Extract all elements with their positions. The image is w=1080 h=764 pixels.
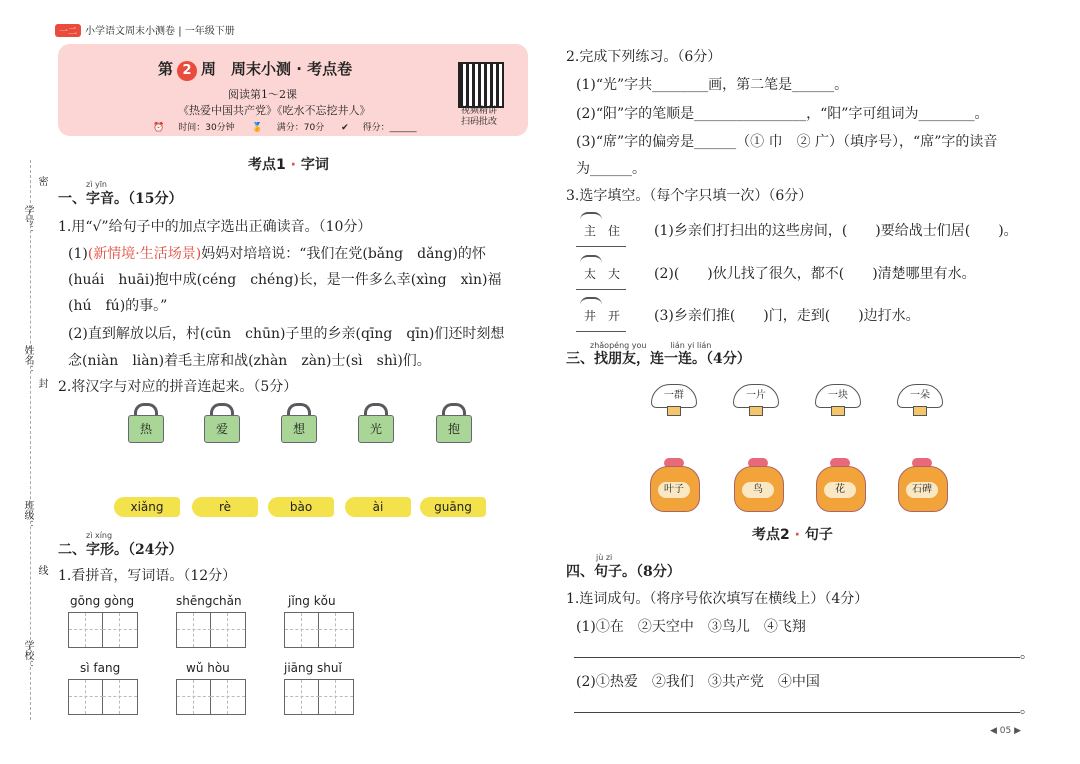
grid-pinyin: jiāng shuǐ bbox=[284, 661, 342, 675]
lock-card[interactable] bbox=[204, 403, 238, 443]
title-prefix: 第 bbox=[158, 60, 174, 78]
jar-card[interactable] bbox=[816, 458, 864, 510]
jar-noun: 石碑 bbox=[906, 482, 938, 498]
pinyin-key[interactable]: bào bbox=[268, 497, 334, 517]
writing-grid[interactable] bbox=[176, 612, 246, 648]
lesson-titles: 《热爱中国共产党》《吃水不忘挖井人》 bbox=[178, 104, 371, 117]
full-score: 满分：70分 bbox=[276, 123, 325, 133]
page-num-value: 05 bbox=[999, 726, 1012, 736]
student-id-label: 学号： bbox=[22, 205, 33, 235]
measure-word: 一块 bbox=[815, 384, 861, 408]
qr-label bbox=[453, 106, 505, 128]
fill-sentence-2[interactable]: (2)( )伙儿找了很久，都不( )清楚哪里有水。 bbox=[654, 266, 976, 282]
grid-pinyin: wǔ hòu bbox=[186, 661, 230, 675]
title-suffix: 周 周末小测 · 考点卷 bbox=[201, 60, 353, 78]
measure-word: 一朵 bbox=[897, 384, 943, 408]
word-pair-card bbox=[576, 255, 626, 293]
question-1-1: 1.用“√”给句子中的加点字选出正确读音。（10分） bbox=[58, 219, 372, 235]
lock-card[interactable] bbox=[436, 403, 470, 443]
measure-word: 一群 bbox=[651, 384, 697, 408]
measure-word: 一片 bbox=[733, 384, 779, 408]
grid-pinyin: jǐng kǒu bbox=[288, 594, 336, 608]
pinyin-key[interactable]: ài bbox=[345, 497, 411, 517]
pinyin-annotation: zhǎopéng you lián yi lián bbox=[590, 341, 712, 350]
grid-pinyin: sì fang bbox=[80, 661, 121, 675]
pinyin-key[interactable]: xiǎng bbox=[114, 497, 180, 517]
section-name: 字词 bbox=[300, 157, 329, 173]
page-number: ◀ 05 ▶ bbox=[990, 726, 1022, 736]
lock-char: 想 bbox=[281, 415, 317, 443]
line-text: 妈妈对培培说：“我们在党(bǎng dǎng)的怀 bbox=[201, 246, 486, 262]
word-pair-card bbox=[576, 212, 626, 250]
mushroom-card[interactable] bbox=[897, 384, 941, 414]
question-1-line2: (huái huāi)抱中成(céng chéng)长，是一件多么幸(xìng xìn)福 bbox=[68, 272, 502, 288]
seal-mark-1: 密 bbox=[36, 176, 47, 186]
section-label: 考点2 bbox=[752, 527, 790, 543]
name-label: 姓名： bbox=[22, 345, 33, 375]
pinyin-annotation: zì xíng bbox=[86, 531, 113, 540]
exercise-line-3[interactable]: (3)“席”字的偏旁是______（① 巾 ② 广）（填序号），“席”字的读音 bbox=[576, 134, 998, 150]
word-order-2: (2)①热爱 ②我们 ③共产党 ④中国 bbox=[576, 674, 820, 690]
answer-line[interactable] bbox=[574, 657, 1020, 658]
question-title-1: 一、字音。（15分） bbox=[58, 191, 183, 207]
jar-noun: 鸟 bbox=[742, 482, 774, 498]
word-pair-card bbox=[576, 297, 626, 335]
score-field[interactable]: 得分：______ bbox=[362, 123, 417, 133]
week-number: 2 bbox=[177, 61, 197, 81]
exercise-line-4[interactable]: 为______。 bbox=[576, 161, 646, 177]
mushroom-card[interactable] bbox=[815, 384, 859, 414]
question-title-2: 二、字形。（24分） bbox=[58, 542, 183, 558]
pinyin-key[interactable]: guāng bbox=[420, 497, 486, 517]
question-1-line1 bbox=[68, 245, 486, 263]
school-label: 学校： bbox=[22, 640, 33, 670]
qr-code-icon[interactable] bbox=[458, 62, 504, 108]
jar-noun: 叶子 bbox=[658, 482, 690, 498]
line-number: (1) bbox=[68, 246, 88, 262]
word-pair: 主 住 bbox=[584, 224, 621, 238]
exercise-line-2[interactable]: (2)“阳”字的笔顺是________________，“阳”字可组词为________。 bbox=[576, 106, 989, 122]
reading-scope: 阅读第1～2课 bbox=[228, 88, 297, 101]
section-name: 句子 bbox=[804, 527, 833, 543]
lock-card[interactable] bbox=[358, 403, 392, 443]
mushroom-card[interactable] bbox=[651, 384, 695, 414]
question-1-line5: 念(niàn liàn)着毛主席和战(zhàn zàn)士(sì shì)们。 bbox=[68, 353, 431, 369]
series-tag: 一二 bbox=[55, 24, 81, 37]
time-limit: 时间：30分钟 bbox=[178, 123, 235, 133]
section-heading-sentences: 考点2 · 句子 bbox=[752, 527, 833, 543]
lock-card[interactable] bbox=[281, 403, 315, 443]
medal-icon: 🏅 bbox=[251, 123, 263, 133]
lock-char: 爱 bbox=[204, 415, 240, 443]
word-pair: 太 大 bbox=[584, 267, 621, 281]
pinyin-key[interactable]: rè bbox=[192, 497, 258, 517]
writing-grid[interactable] bbox=[176, 679, 246, 715]
period-mark: 。 bbox=[1020, 646, 1034, 662]
lock-card[interactable] bbox=[128, 403, 162, 443]
writing-grid[interactable] bbox=[284, 612, 354, 648]
word-order-1: (1)①在 ②天空中 ③鸟儿 ④飞翔 bbox=[576, 619, 806, 635]
seal-mark-3: 线 bbox=[36, 565, 47, 575]
jar-card[interactable] bbox=[650, 458, 698, 510]
lock-char: 热 bbox=[128, 415, 164, 443]
section-heading-words: 考点1 · 字词 bbox=[248, 157, 329, 173]
question-1-2: 2.将汉字与对应的拼音连起来。（5分） bbox=[58, 379, 298, 395]
title-banner bbox=[58, 44, 528, 136]
jar-noun: 花 bbox=[824, 482, 856, 498]
writing-grid[interactable] bbox=[68, 679, 138, 715]
question-1-line4: (2)直到解放以后，村(cūn chūn)子里的乡亲(qīng qīn)们还时刻想 bbox=[68, 326, 505, 342]
question-1-line3: (hú fú)的事。” bbox=[68, 298, 168, 314]
class-label: 班级： bbox=[22, 500, 33, 530]
question-title-3: 三、找朋友，连一连。（4分） bbox=[566, 351, 751, 367]
period-mark: 。 bbox=[1020, 701, 1034, 717]
answer-line[interactable] bbox=[574, 712, 1020, 713]
lock-char: 光 bbox=[358, 415, 394, 443]
clock-icon: ⏰ bbox=[153, 123, 165, 133]
jar-card[interactable] bbox=[898, 458, 946, 510]
fill-sentence-1[interactable]: (1)乡亲们打扫出的这些房间，( )要给战士们居( )。 bbox=[654, 223, 1018, 239]
question-2-2: 2.完成下列练习。（6分） bbox=[566, 49, 722, 65]
qr-label-line1: 视频精讲 bbox=[460, 106, 497, 116]
lock-char: 抱 bbox=[436, 415, 472, 443]
question-2-1: 1.看拼音，写词语。（12分） bbox=[58, 568, 237, 584]
seal-mark-2: 封 bbox=[36, 378, 47, 388]
question-4-1: 1.连词成句。（将序号依次填写在横线上）（4分） bbox=[566, 591, 869, 607]
question-2-3: 3.选字填空。（每个字只填一次）（6分） bbox=[566, 188, 813, 204]
exercise-line-1[interactable]: (1)“光”字共________画，第二笔是______。 bbox=[576, 77, 849, 93]
jar-card[interactable] bbox=[734, 458, 782, 510]
question-title-4: 四、句子。（8分） bbox=[566, 564, 681, 580]
series-title: 小学语文周末小测卷 | 一年级下册 bbox=[85, 26, 235, 37]
section-label: 考点1 bbox=[248, 157, 286, 173]
writing-grid[interactable] bbox=[68, 612, 138, 648]
quiz-meta bbox=[153, 120, 431, 133]
grid-pinyin: gōng gòng bbox=[70, 594, 135, 608]
writing-grid[interactable] bbox=[284, 679, 354, 715]
quiz-title bbox=[158, 58, 352, 81]
pinyin-annotation: zì yīn bbox=[86, 180, 107, 189]
qr-label-line2: 扫码批改 bbox=[460, 117, 497, 127]
pinyin-annotation: jù zi bbox=[596, 553, 613, 562]
grid-pinyin: shēngchǎn bbox=[176, 594, 242, 608]
fill-sentence-3[interactable]: (3)乡亲们推( )门，走到( )边打水。 bbox=[654, 308, 920, 324]
word-pair: 井 开 bbox=[584, 309, 621, 323]
binding-line bbox=[30, 160, 32, 720]
check-icon: ✔ bbox=[341, 123, 349, 133]
mushroom-card[interactable] bbox=[733, 384, 777, 414]
context-tag: (新情境·生活场景) bbox=[87, 246, 202, 262]
series-header bbox=[55, 22, 525, 40]
